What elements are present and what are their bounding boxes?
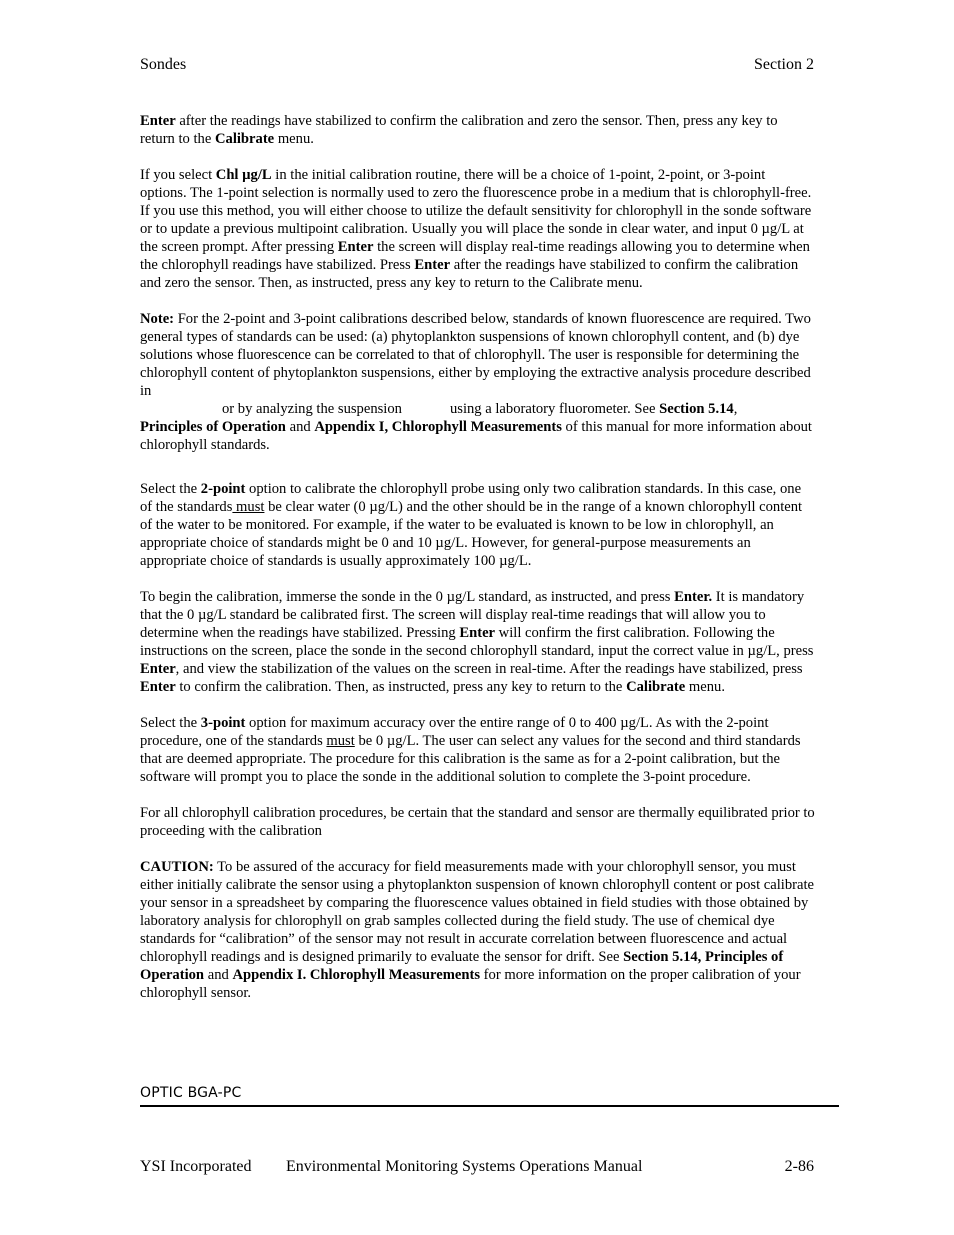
text: menu. bbox=[274, 131, 314, 147]
document-body bbox=[140, 112, 815, 1020]
bold-text: Enter bbox=[337, 239, 374, 255]
bold-text: Enter bbox=[140, 113, 176, 129]
text: after the readings have stabilized to confirm the calibration and zero the sensor. Then, as instructed, press any key to return to the Calibrate menu. bbox=[140, 257, 799, 291]
horizontal-rule bbox=[140, 1105, 839, 1107]
bold-text: Section 5.14 bbox=[659, 401, 734, 417]
paragraph-note bbox=[140, 310, 815, 454]
text: in the initial calibration routine, there will be a choice of 1-point, 2-point, or 3-point options. The 1-point selection is normally used to zero the fluorescence probe in a medium that is chlorophyll-free. If you use this method, you will either choose to utilize the default sensitivity for chlorophyll in the sonde software or to update a previous multipoint calibration. Usually you will place the sonde in clear water, and input 0 µg/L at the screen prompt. After pressing bbox=[140, 167, 812, 255]
text: menu. bbox=[685, 679, 725, 695]
footer-page-number: 2-86 bbox=[784, 1158, 814, 1175]
bold-text: Enter. bbox=[674, 589, 713, 605]
section-heading: OPTIC BGA-PC bbox=[140, 1085, 242, 1101]
text: and bbox=[285, 419, 315, 435]
footer-company: YSI Incorporated bbox=[140, 1158, 252, 1175]
bold-text: Appendix I, Chlorophyll Measurements bbox=[314, 419, 562, 435]
bold-text: Appendix I. Chlorophyll Measurements bbox=[232, 967, 481, 983]
bold-text: Principles of Operation bbox=[140, 419, 286, 435]
text: Select the bbox=[140, 481, 201, 497]
paragraph-caution bbox=[140, 858, 815, 1002]
bold-text: Calibrate bbox=[214, 131, 275, 147]
bold-text: Calibrate bbox=[626, 679, 686, 695]
paragraph-3-point bbox=[140, 714, 815, 786]
paragraph-1 bbox=[140, 112, 815, 148]
indented-line bbox=[140, 400, 815, 418]
header-left: Sondes bbox=[140, 56, 187, 73]
text: be clear water (0 µg/L) and the other should be in the range of a known chlorophyll content of the water to be monitored. For example, if the water to be evaluated is known to be low in chlorophyll, an appropriate choice of standards might be 0 and 10 µg/L. However, for general-purpose measurements an appropriate choice of standards is usually approximately 100 µg/L. bbox=[140, 499, 803, 569]
bold-text: Enter bbox=[140, 661, 176, 677]
bold-text: Chl µg/L bbox=[215, 167, 272, 183]
underlined-text: must bbox=[326, 733, 355, 749]
text: using a laboratory fluorometer. See bbox=[449, 401, 660, 417]
text: For the 2-point and 3-point calibrations described below, standards of known fluorescence are required. Two general types of standards can be used: (a) phytoplankton suspensions of known chlorophyll content, and (b) dye solutions whose fluorescence can be correlated to that of chlorophyll. The user is responsible for determining the chlorophyll content of phytoplankton suspensions, either by employing the extractive analysis procedure described in bbox=[140, 311, 811, 399]
text: , and view the stabilization of the values on the screen in real-time. After the readings have stabilized, press bbox=[175, 661, 803, 677]
text: option for maximum accuracy over the entire range of 0 to 400 µg/L. As with the 2-point procedure, one of the standards bbox=[140, 715, 769, 749]
paragraph-2-point bbox=[140, 480, 815, 570]
bold-text: 2-point bbox=[200, 481, 246, 497]
footer-title: Environmental Monitoring Systems Operations Manual bbox=[286, 1158, 643, 1175]
text: of this manual for more information about chlorophyll standards. bbox=[140, 419, 812, 453]
bold-text: Enter bbox=[140, 679, 176, 695]
text: option to calibrate the chlorophyll probe using only two calibration standards. In this case, one of the standards bbox=[140, 481, 802, 515]
header-right: Section 2 bbox=[754, 56, 814, 73]
text: be 0 µg/L. The user can select any values for the second and third standards that are deemed appropriate. The procedure for this calibration is the same as for a 2-point calibration, but the software will prompt you to place the sonde in the additional solution to complete the 3-point procedure. bbox=[140, 733, 801, 785]
text: the screen will display real-time readings allowing you to determine when the chlorophyll readings have stabilized. Press bbox=[140, 239, 810, 273]
text: and bbox=[204, 967, 233, 983]
text: for more information on the proper calibration of your chlorophyll sensor. bbox=[140, 967, 801, 1001]
text: To begin the calibration, immerse the sonde in the 0 µg/L standard, as instructed, and press bbox=[140, 589, 675, 605]
text: after the readings have stabilized to confirm the calibration and zero the sensor. Then, press any key to return to the bbox=[140, 113, 778, 147]
text: or by analyzing the suspension bbox=[222, 401, 402, 417]
caution-label: CAUTION: bbox=[140, 859, 214, 875]
text: For all chlorophyll calibration procedures, be certain that the standard and sensor are thermally equilibrated prior to proceeding with the calibration bbox=[140, 805, 815, 839]
bold-text: Enter bbox=[459, 625, 496, 641]
text: , bbox=[733, 401, 738, 417]
text: to confirm the calibration. Then, as instructed, press any key to return to the bbox=[175, 679, 627, 695]
text: If you select bbox=[140, 167, 216, 183]
paragraph-thermal bbox=[140, 804, 815, 840]
text: Select the bbox=[140, 715, 201, 731]
bold-text: Section 5.14, Principles of Operation bbox=[140, 949, 784, 983]
text: To be assured of the accuracy for field measurements made with your chlorophyll sensor, you must either initially calibrate the sensor using a phytoplankton suspension of known chlorophyll content or post calibrate your sensor in a spreadsheet by comparing the fluorescence values obtained in field studies with those obtained by laboratory analysis for chlorophyll on grab samples collected during the field study. The use of chemical dye standards for “calibration” of the sensor may not result in accurate correlation between fluorescence and actual chlorophyll readings and is designed primarily to evaluate the sensor for drift. See bbox=[140, 859, 814, 965]
bold-text: 3-point bbox=[200, 715, 246, 731]
bold-text: Enter bbox=[414, 257, 451, 273]
text: will confirm the first calibration. Following the instructions on the screen, place the sonde in the second chlorophyll standard, input the correct value in µg/L, press bbox=[140, 625, 814, 659]
note-label: Note: bbox=[140, 311, 175, 327]
paragraph-begin-calibration bbox=[140, 588, 815, 696]
paragraph-2 bbox=[140, 166, 815, 292]
underlined-text: must bbox=[232, 499, 265, 515]
text: It is mandatory that the 0 µg/L standard be calibrated first. The screen will display real-time readings that will allow you to determine when the readings have stabilized. Pressing bbox=[140, 589, 805, 641]
